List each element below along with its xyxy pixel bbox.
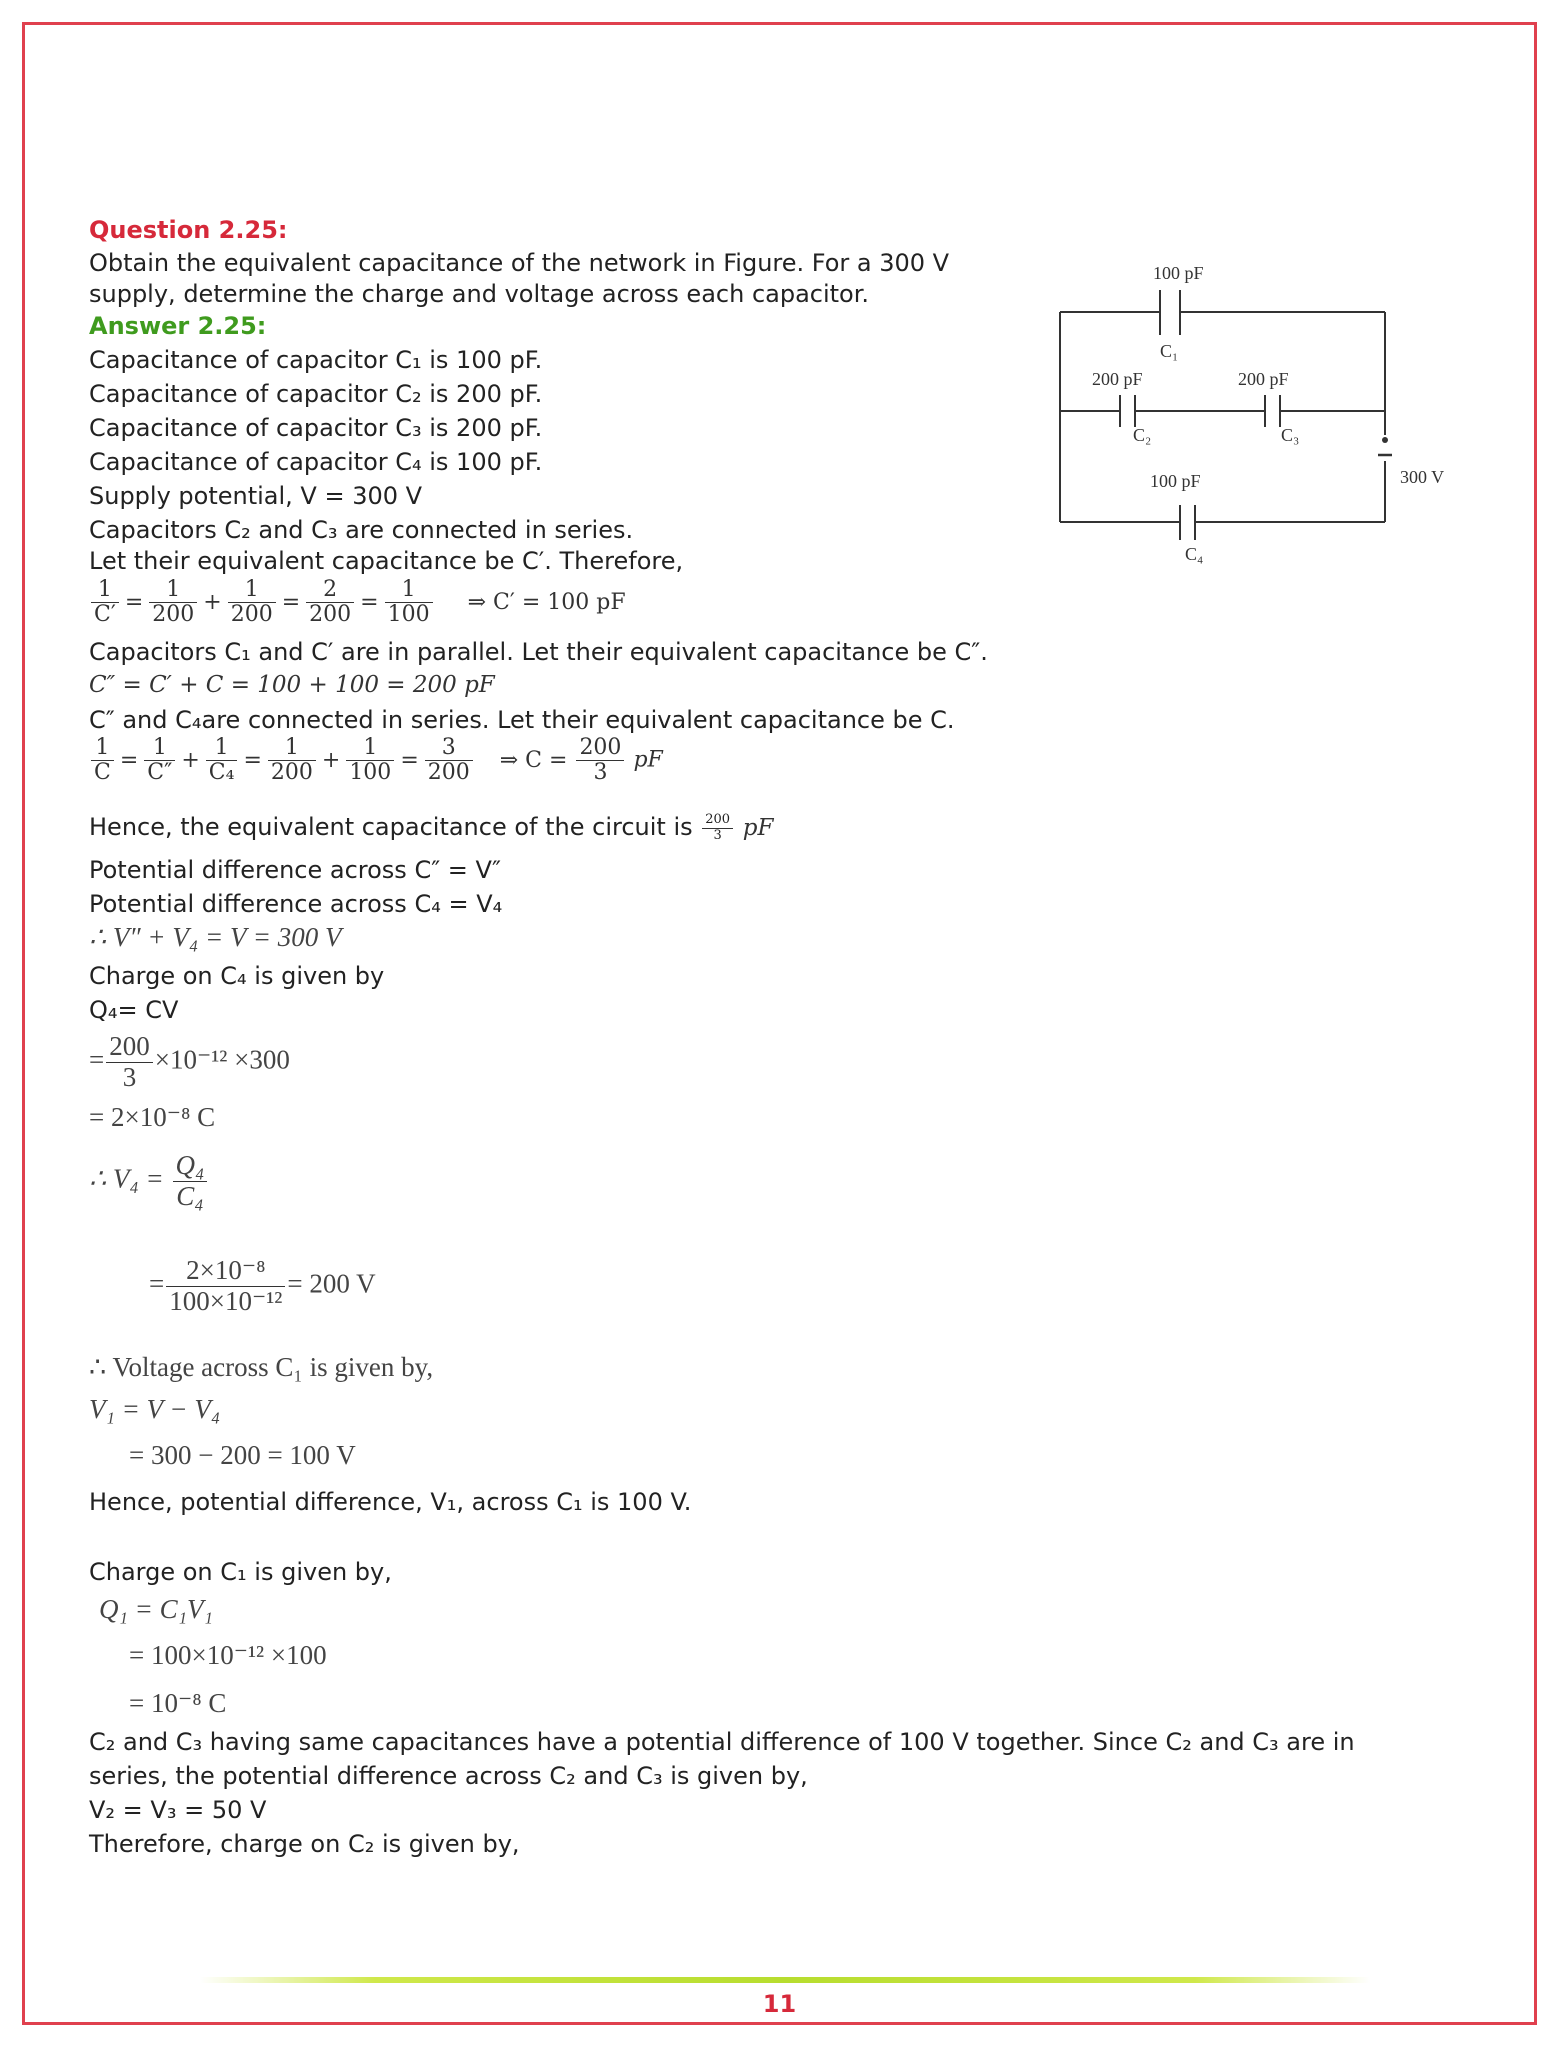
question-heading: Question 2.25: (89, 216, 288, 244)
equiv-den: 3 (713, 827, 722, 843)
c4-name-label: C₄ (1185, 544, 1204, 564)
let-c-prime: Let their equivalent capacitance be C′. Therefore, (89, 547, 684, 575)
q4-calc-den: 3 (122, 1061, 137, 1092)
eq1-lhs-num: 1 (91, 578, 119, 603)
c1-value-label: 100 pF (1153, 263, 1204, 283)
v4-calc-num: 2×10⁻⁸ (166, 1256, 285, 1287)
equation-c-prime: $\frac{1}{C'}$ = $\frac{1}{200}$ + $\frac{1}{200}$ = $\frac{2}{200}$ = $\frac{1}{100}$ ⇒ C′ = 100 pF (89, 578, 626, 627)
c4-value-label: 100 pF (1150, 471, 1201, 491)
v4-lhs: ∴ V₄ = (89, 1163, 164, 1194)
c2-value-label: 200 pF (1092, 369, 1143, 389)
eq3-t5-den: 200 (427, 760, 470, 786)
c1-name-label: C₁ (1160, 341, 1179, 361)
v4-equation (89, 1151, 209, 1211)
q1-equation: Q₁ = C₁V₁ (99, 1594, 213, 1624)
eq1-t2-num: 1 (228, 578, 276, 603)
supply-label: 300 V (1400, 467, 1445, 487)
v4-calc-den: 100×10⁻¹² (169, 1285, 283, 1316)
v4-num: Q₄ (173, 1151, 208, 1182)
eq1-t4-den: 100 (387, 602, 430, 628)
eq3-lhs-den: C (94, 760, 111, 786)
footer-divider (200, 1977, 1370, 1983)
c3-name-label: C₃ (1281, 425, 1300, 445)
eq3-t4-den: 100 (349, 760, 392, 786)
c3-value-label: 200 pF (1238, 369, 1289, 389)
v1-value: = 300 − 200 = 100 V (129, 1440, 356, 1470)
q4-calculation: = $\frac{200}{3}$ ×10⁻¹² ×300 (89, 1031, 290, 1092)
q4-equation: Q₄= CV (89, 996, 179, 1024)
eq3-t3-den: 200 (270, 760, 313, 786)
q4-value: = 2×10⁻⁸ C (89, 1102, 216, 1132)
eq1-t2-den: 200 (230, 602, 273, 628)
v2-v3-value: V₂ = V₃ = 50 V (89, 1796, 267, 1824)
supply-potential: Supply potential, V = 300 V (89, 482, 423, 510)
eq1-t1-den: 200 (152, 602, 195, 628)
charge-c4-label: Charge on C₄ is given by (89, 962, 385, 990)
question-text-line2: supply, determine the charge and voltage across each capacitor. (89, 280, 870, 308)
eq3-t5-num: 3 (425, 736, 473, 761)
page-number: 11 (762, 1990, 797, 2018)
q1-calculation: = 100×10⁻¹² ×100 (129, 1640, 327, 1670)
pd-c4: Potential difference across C₄ = V₄ (89, 890, 503, 918)
c2-name-label: C₂ (1133, 425, 1152, 445)
parallel-c1-c-prime: Capacitors C₁ and C′ are in parallel. Let their equivalent capacitance be C″. (89, 638, 988, 666)
eq1-t3-num: 2 (306, 578, 354, 603)
circuit-diagram (1055, 255, 1495, 585)
v4-calculation: = $\frac{\text{2×10⁻⁸}}{\text{100×10⁻¹²}}$ = 200 V (149, 1255, 376, 1316)
v4-den: C₄ (176, 1180, 204, 1211)
eq1-t4-num: 1 (385, 578, 433, 603)
v1-equation: V₁ = V − V₄ (89, 1394, 221, 1424)
equiv-unit: pF (742, 815, 774, 841)
c4-capacitance: Capacitance of capacitor C₄ is 100 pF. (89, 448, 543, 476)
q1-value: = 10⁻⁸ C (129, 1688, 227, 1718)
eq1-t3-den: 200 (309, 602, 352, 628)
c2-c3-line1: C₂ and C₃ having same capacitances have a potential difference of 100 V together. Since C₂ and C₃ are in (89, 1728, 1355, 1756)
eq3-t1-num: 1 (144, 736, 175, 761)
voltage-c1-label: ∴ Voltage across C₁ is given by, (89, 1352, 434, 1382)
c1-capacitance: Capacitance of capacitor C₁ is 100 pF. (89, 346, 543, 374)
equivalent-capacitance-line (89, 813, 773, 843)
hence-equivalent-text: Hence, the equivalent capacitance of the circuit is (89, 813, 693, 841)
eq3-t2-num: 1 (206, 736, 238, 761)
eq3-t2-den: C₄ (208, 760, 235, 786)
series-c-double-c4: C″ and C₄are connected in series. Let their equivalent capacitance be C. (89, 706, 955, 734)
equation-c-double: C″ = C′ + C = 100 + 100 = 200 pF (89, 672, 495, 698)
eq3-t3-num: 1 (268, 736, 316, 761)
equation-c: $\frac{1}{C}$ = $\frac{1}{C''}$ + $\frac{1}{\text{C₄}}$ = $\frac{1}{200}$ + $\frac{1}{100}$ = $\frac{3}{200}$ ⇒ C = $\frac{200}{3}$ pF (89, 736, 663, 785)
eq3-result: ⇒ C = (499, 747, 568, 773)
charge-c2-label: Therefore, charge on C₂ is given by, (89, 1830, 520, 1858)
eq3-lhs-num: 1 (91, 736, 114, 761)
equiv-num: 200 (702, 813, 733, 828)
charge-c1-label: Charge on C₁ is given by, (89, 1558, 392, 1586)
answer-heading: Answer 2.25: (89, 312, 267, 340)
series-c2-c3: Capacitors C₂ and C₃ are connected in series. (89, 516, 634, 544)
eq1-result: ⇒ C′ = 100 pF (467, 589, 626, 615)
c3-capacitance: Capacitance of capacitor C₃ is 200 pF. (89, 414, 543, 442)
question-text-line1: Obtain the equivalent capacitance of the network in Figure. For a 300 V (89, 249, 950, 277)
eq1-lhs-den: C′ (94, 602, 116, 628)
hence-v1: Hence, potential difference, V₁, across C₁ is 100 V. (89, 1488, 692, 1516)
sum-of-voltages: ∴ V″ + V₄ = V = 300 V (89, 922, 342, 952)
q4-calc-num: 200 (106, 1032, 153, 1063)
c2-capacitance: Capacitance of capacitor C₂ is 200 pF. (89, 380, 543, 408)
eq3-t4-num: 1 (346, 736, 394, 761)
eq1-t1-num: 1 (149, 578, 197, 603)
pd-c-double: Potential difference across C″ = V″ (89, 856, 501, 884)
eq3-result-unit: pF (633, 747, 663, 773)
v4-value: = 200 V (287, 1268, 376, 1299)
eq3-t1-den: C″ (147, 760, 173, 786)
eq3-result-den: 3 (593, 760, 608, 786)
c2-c3-line2: series, the potential difference across C₂ and C₃ is given by, (89, 1762, 808, 1790)
eq3-result-num: 200 (576, 736, 624, 761)
q4-calc-tail: ×10⁻¹² ×300 (154, 1044, 290, 1075)
